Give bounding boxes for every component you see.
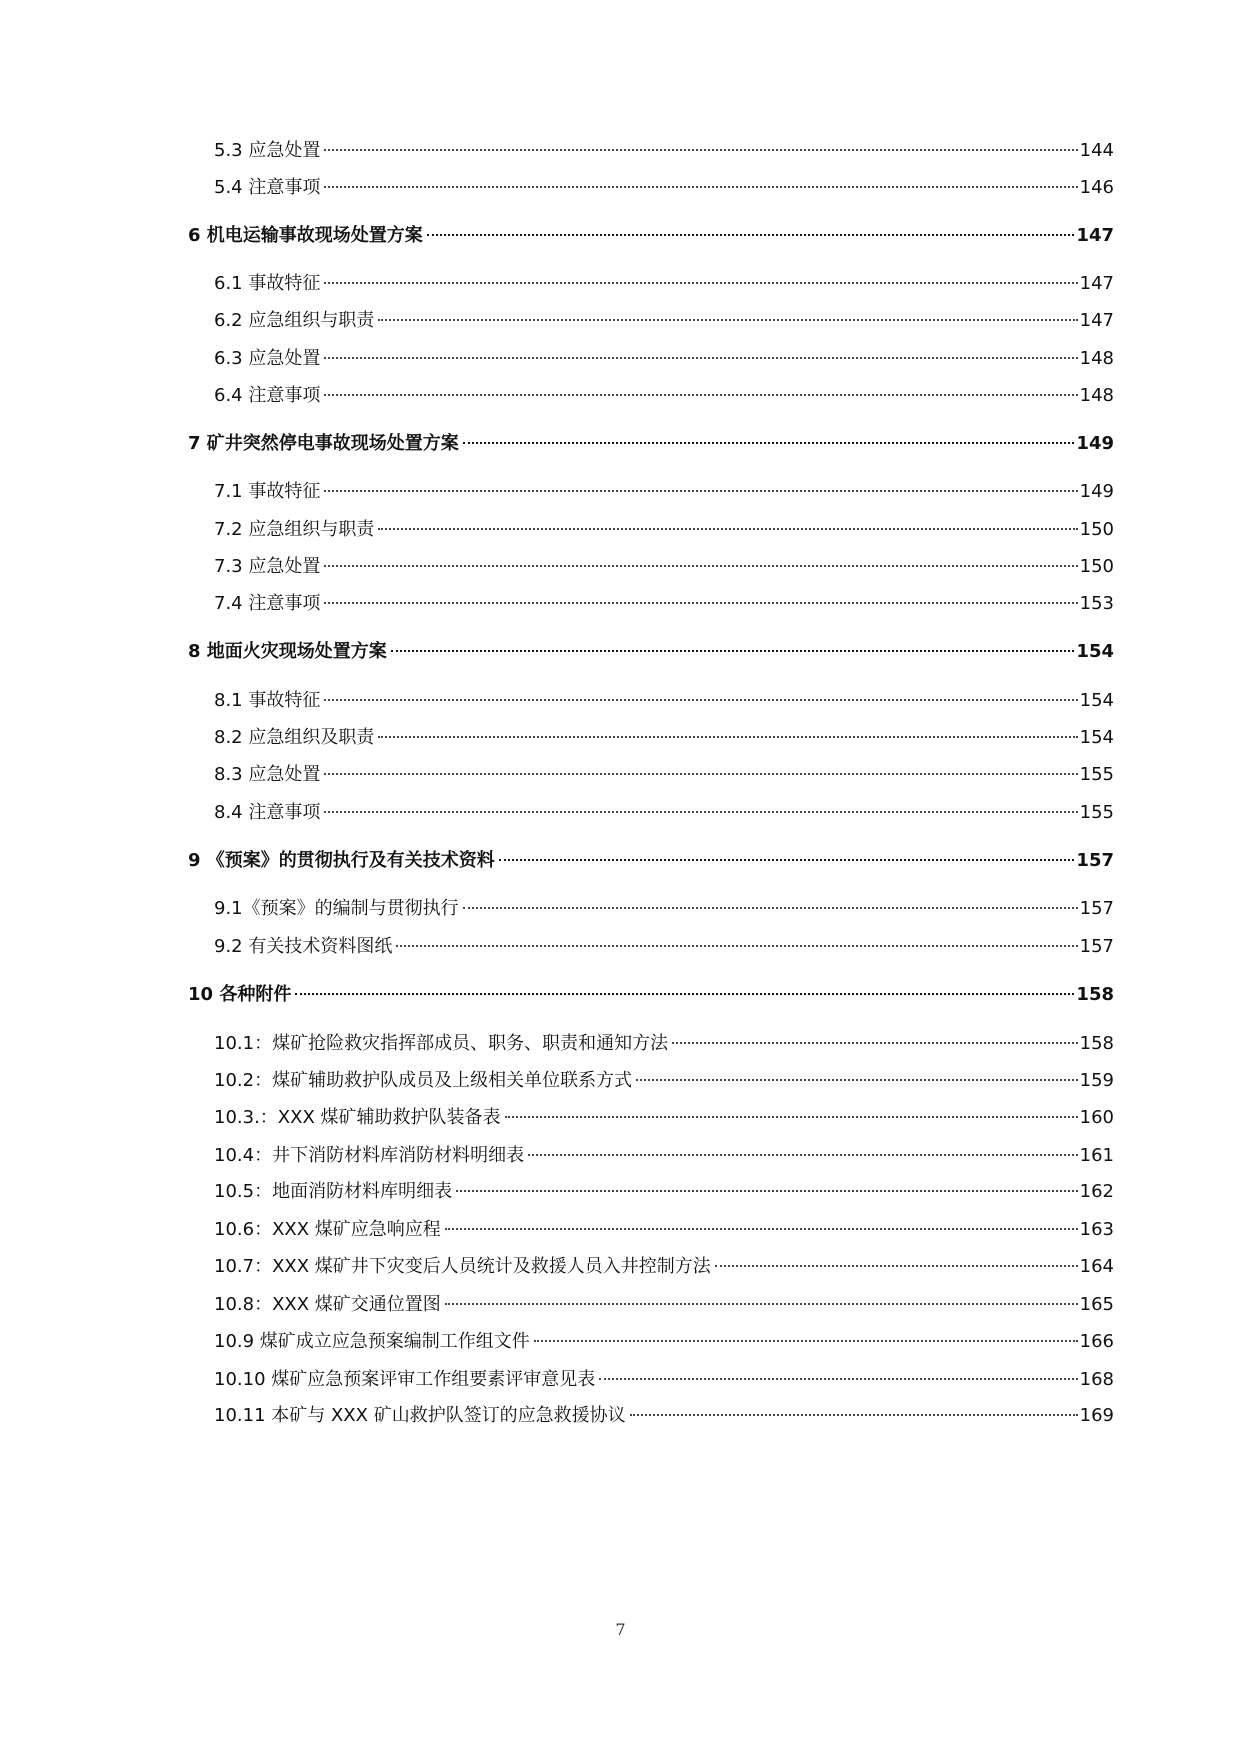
- toc-entry-page: 162: [1079, 1181, 1114, 1202]
- toc-entry-title: 7.2 应急组织与职责: [214, 519, 375, 540]
- toc-dot-leader: [324, 340, 1077, 364]
- toc-section-entry[interactable]: [214, 1062, 1114, 1093]
- toc-entry-page: 160: [1079, 1107, 1114, 1128]
- toc-dot-leader: [295, 976, 1074, 1000]
- toc-entry-page: 150: [1079, 556, 1114, 577]
- toc-dot-leader: [391, 633, 1075, 657]
- toc-dot-leader: [528, 1137, 1078, 1161]
- toc-entry-page: 154: [1079, 727, 1114, 748]
- toc-dot-leader: [324, 265, 1077, 289]
- toc-entry-page: 165: [1079, 1294, 1114, 1315]
- toc-entry-page: 157: [1076, 850, 1114, 871]
- toc-chapter-entry[interactable]: [188, 217, 1114, 248]
- toc-section-entry[interactable]: [214, 1286, 1114, 1317]
- toc-section-entry[interactable]: [214, 890, 1114, 921]
- toc-section-entry[interactable]: [214, 1361, 1114, 1392]
- toc-entry-page: 154: [1076, 641, 1114, 662]
- toc-dot-leader: [599, 1361, 1077, 1385]
- toc-entry-page: 148: [1079, 385, 1114, 406]
- toc-section-entry[interactable]: [214, 928, 1114, 959]
- toc-dot-leader: [324, 473, 1077, 497]
- toc-section-entry[interactable]: [214, 1025, 1114, 1056]
- toc-entry-title: 7.4 注意事项: [214, 593, 321, 614]
- toc-entry-title: 8.1 事故特征: [214, 690, 321, 711]
- toc-entry-title: 10.11 本矿与 XXX 矿山救护队签订的应急救援协议: [214, 1405, 626, 1426]
- toc-chapter-entry[interactable]: [188, 633, 1114, 664]
- toc-entry-page: 157: [1079, 898, 1114, 919]
- toc-dot-leader: [505, 1099, 1078, 1123]
- toc-section-entry[interactable]: [214, 794, 1114, 825]
- toc-entry-page: 158: [1076, 984, 1114, 1005]
- toc-entry-title: 10.3.：XXX 煤矿辅助救护队装备表: [214, 1107, 501, 1128]
- toc-entry-page: 146: [1079, 177, 1114, 198]
- toc-section-entry[interactable]: [214, 1248, 1114, 1279]
- toc-section-entry[interactable]: [214, 377, 1114, 408]
- toc-entry-title: 10.7：XXX 煤矿井下灾变后人员统计及救援人员入井控制方法: [214, 1256, 711, 1277]
- toc-entry-title: 10.9 煤矿成立应急预案编制工作组文件: [214, 1331, 530, 1352]
- toc-dot-leader: [427, 217, 1075, 241]
- toc-entry-page: 166: [1079, 1331, 1114, 1352]
- page-number: 7: [615, 1620, 626, 1639]
- toc-entry-title: 6.4 注意事项: [214, 385, 321, 406]
- toc-entry-title: 7 矿井突然停电事故现场处置方案: [188, 433, 459, 454]
- toc-section-entry[interactable]: [214, 473, 1114, 504]
- toc-dot-leader: [715, 1248, 1078, 1272]
- toc-entry-title: 6.1 事故特征: [214, 273, 321, 294]
- toc-dot-leader: [324, 377, 1077, 401]
- toc-dot-leader: [396, 928, 1077, 952]
- toc-chapter-entry[interactable]: [188, 842, 1114, 873]
- toc-section-entry[interactable]: [214, 756, 1114, 787]
- toc-dot-leader: [445, 1211, 1078, 1235]
- toc-dot-leader: [463, 425, 1075, 449]
- toc-section-entry[interactable]: [214, 682, 1114, 713]
- toc-dot-leader: [672, 1025, 1078, 1049]
- toc-entry-title: 10.5：地面消防材料库明细表: [214, 1181, 453, 1202]
- toc-entry-title: 7.3 应急处置: [214, 556, 321, 577]
- toc-entry-page: 158: [1079, 1033, 1114, 1054]
- toc-entry-title: 10 各种附件: [188, 984, 292, 1005]
- toc-entry-page: 163: [1079, 1219, 1114, 1240]
- toc-dot-leader: [636, 1062, 1078, 1086]
- toc-entry-page: 150: [1079, 519, 1114, 540]
- toc-entry-title: 10.6：XXX 煤矿应急响应程: [214, 1219, 441, 1240]
- toc-dot-leader: [324, 132, 1077, 156]
- toc-entry-title: 9.2 有关技术资料图纸: [214, 936, 393, 957]
- toc-dot-leader: [324, 794, 1077, 818]
- toc-dot-leader: [378, 302, 1077, 326]
- toc-dot-leader: [456, 1173, 1078, 1197]
- toc-section-entry[interactable]: [214, 169, 1114, 200]
- toc-section-entry[interactable]: [214, 1173, 1114, 1204]
- toc-dot-leader: [324, 169, 1077, 193]
- toc-entry-title: 7.1 事故特征: [214, 481, 321, 502]
- toc-section-entry[interactable]: [214, 1211, 1114, 1242]
- toc-dot-leader: [499, 842, 1075, 866]
- toc-section-entry[interactable]: [214, 511, 1114, 542]
- toc-entry-page: 144: [1079, 140, 1114, 161]
- toc-entry-title: 10.1：煤矿抢险救灾指挥部成员、职务、职责和通知方法: [214, 1033, 669, 1054]
- toc-section-entry[interactable]: [214, 1397, 1114, 1428]
- toc-entry-title: 10.10 煤矿应急预案评审工作组要素评审意见表: [214, 1369, 596, 1390]
- toc-entry-page: 169: [1079, 1405, 1114, 1426]
- toc-entry-title: 6.2 应急组织与职责: [214, 310, 375, 331]
- toc-dot-leader: [324, 548, 1077, 572]
- toc-dot-leader: [534, 1323, 1078, 1347]
- toc-entry-title: 5.3 应急处置: [214, 140, 321, 161]
- toc-entry-page: 147: [1076, 225, 1114, 246]
- toc-entry-page: 147: [1079, 273, 1114, 294]
- toc-section-entry[interactable]: [214, 132, 1114, 163]
- toc-section-entry[interactable]: [214, 265, 1114, 296]
- toc-entry-page: 159: [1079, 1070, 1114, 1091]
- toc-dot-leader: [378, 719, 1077, 743]
- toc-entry-page: 168: [1079, 1369, 1114, 1390]
- toc-entry-title: 5.4 注意事项: [214, 177, 321, 198]
- toc-entry-title: 10.4：井下消防材料库消防材料明细表: [214, 1145, 525, 1166]
- toc-entry-page: 148: [1079, 348, 1114, 369]
- toc-entry-page: 154: [1079, 690, 1114, 711]
- toc-entry-page: 149: [1076, 433, 1114, 454]
- toc-section-entry[interactable]: [214, 548, 1114, 579]
- toc-section-entry[interactable]: [214, 585, 1114, 616]
- toc-entry-page: 149: [1079, 481, 1114, 502]
- toc-entry-title: 9 《预案》的贯彻执行及有关技术资料: [188, 850, 495, 871]
- toc-section-entry[interactable]: [214, 1137, 1114, 1168]
- toc-entry-title: 8 地面火灾现场处置方案: [188, 641, 387, 662]
- toc-section-entry[interactable]: [214, 719, 1114, 750]
- toc-entry-page: 157: [1079, 936, 1114, 957]
- toc-dot-leader: [378, 511, 1077, 535]
- toc-entry-title: 8.4 注意事项: [214, 802, 321, 823]
- toc-entry-title: 9.1《预案》的编制与贯彻执行: [214, 898, 459, 919]
- toc-entry-page: 155: [1079, 764, 1114, 785]
- toc-dot-leader: [630, 1397, 1078, 1421]
- toc-section-entry[interactable]: [214, 302, 1114, 333]
- toc-dot-leader: [463, 890, 1078, 914]
- toc-section-entry[interactable]: [214, 340, 1114, 371]
- toc-entry-title: 8.2 应急组织及职责: [214, 727, 375, 748]
- toc-entry-page: 147: [1079, 310, 1114, 331]
- toc-entry-page: 155: [1079, 802, 1114, 823]
- toc-entry-page: 153: [1079, 593, 1114, 614]
- toc-dot-leader: [324, 756, 1077, 780]
- toc-entry-page: 161: [1079, 1145, 1114, 1166]
- toc-section-entry[interactable]: [214, 1099, 1114, 1130]
- toc-entry-title: 8.3 应急处置: [214, 764, 321, 785]
- toc-entry-title: 10.8：XXX 煤矿交通位置图: [214, 1294, 441, 1315]
- toc-section-entry[interactable]: [214, 1323, 1114, 1354]
- toc-entry-title: 10.2：煤矿辅助救护队成员及上级相关单位联系方式: [214, 1070, 633, 1091]
- toc-dot-leader: [324, 585, 1077, 609]
- toc-dot-leader: [324, 682, 1077, 706]
- toc-entry-page: 164: [1079, 1256, 1114, 1277]
- toc-chapter-entry[interactable]: [188, 425, 1114, 456]
- toc-dot-leader: [445, 1286, 1078, 1310]
- toc-entry-title: 6.3 应急处置: [214, 348, 321, 369]
- toc-chapter-entry[interactable]: [188, 976, 1114, 1007]
- toc-entry-title: 6 机电运输事故现场处置方案: [188, 225, 423, 246]
